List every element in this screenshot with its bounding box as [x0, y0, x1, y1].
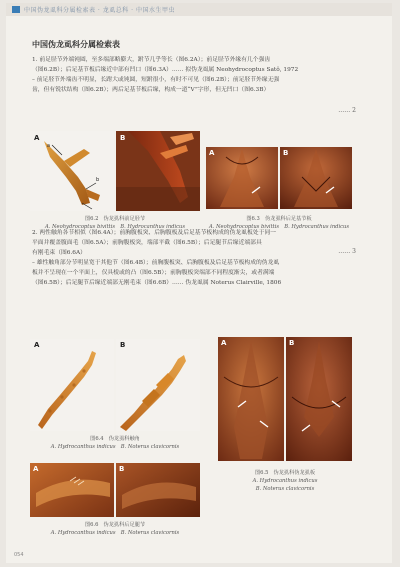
header-text: 中国伪龙虱科分属检索表 · 龙虱总科 · 中国水生甲虫 [24, 7, 175, 14]
couplet-1-lead: …… 2 [338, 107, 356, 114]
couplet-2-line-1: 2. 两性触角各节相似（图6.4A）；前胸腹板突、后胸腹板及后足基节板构成的伪龙虱板处于同一 [32, 230, 276, 236]
key-title: 中国伪龙虱科分属检索表 [32, 39, 120, 49]
figure-6-5-panel-a-label: A [221, 339, 227, 347]
figure-6-5-caption-title: 图6.5 伪龙虱科伪龙虱板 [254, 470, 316, 476]
couplet-1-line-1: 1. 前足胫节外端钝圆，至多端部略膨大，跗节几乎等长（图6.2A）；前足胫节外缘有几个强齿 [32, 57, 271, 63]
header-marker [12, 6, 20, 13]
book-page [6, 3, 392, 563]
figure-6-2 [30, 131, 200, 211]
figure-6-5-panel-b-label: B [289, 339, 295, 347]
key-couplet-2 [32, 228, 362, 288]
figure-6-6-photos [30, 463, 200, 517]
couplet-2-line-6: （图6.5B）；后足腿节后缘近端部无刚毛束（图6.6B）…… 伪龙虱属 Noterus Clairville, 1806 [32, 280, 282, 286]
couplet-1-line-4: 齿，但有锐状结构（图6.2B）；两后足基节板后缘，构成一道“V”字形，但无凹口（图6.3B） [32, 87, 270, 93]
figure-6-2-label-a: a [47, 143, 51, 149]
figure-6-3-caption-a: A. Neohydrocoptus bivittis [208, 224, 280, 230]
couplet-2-line-2: 平面并覆盖腹面毛（图6.5A）；前胸腹板突，端部平截（图6.5B）；后足腿节后缘近端部具 [32, 240, 262, 246]
figure-6-3-panel-b-label: B [283, 149, 289, 157]
figure-6-5-caption [212, 469, 358, 493]
figure-6-2-panel-a-label: A [34, 134, 40, 142]
figure-6-6-panel-b-label: B [119, 465, 125, 473]
figure-6-3-caption-b: B. Hydrocanthus indicus [284, 224, 350, 230]
couplet-2-line-5: 板并不呈现在一个平面上，仅具棱或的凸（图6.5B）；前胸腹板突端部不同程度渐尖，或者满端 [32, 270, 275, 276]
couplet-2-line-3: 有刚毛束（图6.6A） [32, 250, 86, 256]
figure-6-5-caption-b: B. Noterus clavicornis [255, 486, 315, 492]
figure-6-4-caption [30, 435, 200, 451]
couplet-2-lead: …… 3 [338, 248, 356, 255]
figure-6-3 [206, 147, 352, 209]
figure-6-3-panel-a-label: A [209, 149, 215, 157]
figure-6-6-panel-a-label: A [33, 465, 39, 473]
couplet-2-line-4: – 雄性触角部分节明显宽于其他节（图6.4B）；前胸腹板突、后胸腹板及后足基节板构成的伪龙虱 [32, 260, 280, 266]
figure-6-6-caption-title: 图6.6 伪龙虱科后足腿节 [84, 522, 146, 528]
figure-6-6 [30, 463, 200, 517]
figure-6-3-caption-title: 图6.3 伪龙虱科后足基节板 [246, 216, 312, 222]
figure-6-3-photos [206, 147, 352, 209]
figure-6-4-panel-a-label: A [34, 341, 40, 349]
figure-6-2-caption-b: B. Hydrocanthus indicus [120, 224, 186, 230]
figure-6-2-photos [30, 131, 200, 211]
figure-6-5 [218, 337, 352, 461]
figure-6-5-caption-a: A. Hydrocanthus indicus [252, 478, 318, 484]
key-couplet-1 [32, 55, 362, 95]
running-header [6, 3, 392, 16]
figure-6-2-panel-b-label: B [120, 134, 126, 142]
figure-6-4-caption-a: A. Hydrocanthus indicus [50, 444, 116, 450]
figure-6-6-caption-b: B. Noterus clavicornis [120, 530, 180, 536]
figure-6-4-caption-b: B. Noterus clavicornis [120, 444, 180, 450]
figure-6-6-caption-a: A. Hydrocanthus indicus [50, 530, 116, 536]
couplet-1-line-2: （图6.2B）；后足基节板后缘近中部有凹口（图6.3A）…… 拟伪龙虱属 Neohydrocoptus Satô, 1972 [32, 67, 299, 73]
figure-6-2-label-b: b [96, 177, 100, 183]
figure-6-4-caption-title: 图6.4 伪龙虱科触角 [90, 436, 140, 442]
figure-6-6-caption [30, 521, 200, 537]
figure-6-5-photos [218, 337, 352, 461]
figure-6-2-caption-a: A. Neohydrocoptus bivittis [44, 224, 116, 230]
figure-6-4 [30, 339, 200, 431]
couplet-1-line-3: – 前足胫节外端齿不明显，长跗大或钝圆，短跗很小，有时不可见（图6.2B）；前足胫节外缘无强 [32, 77, 280, 83]
page-number: 054 [14, 552, 24, 558]
figure-6-4-panel-b-label: B [120, 341, 126, 349]
figure-6-2-caption-title: 图6.2 伪龙虱科前足胫节 [84, 216, 146, 222]
figure-6-4-photos [30, 339, 200, 431]
